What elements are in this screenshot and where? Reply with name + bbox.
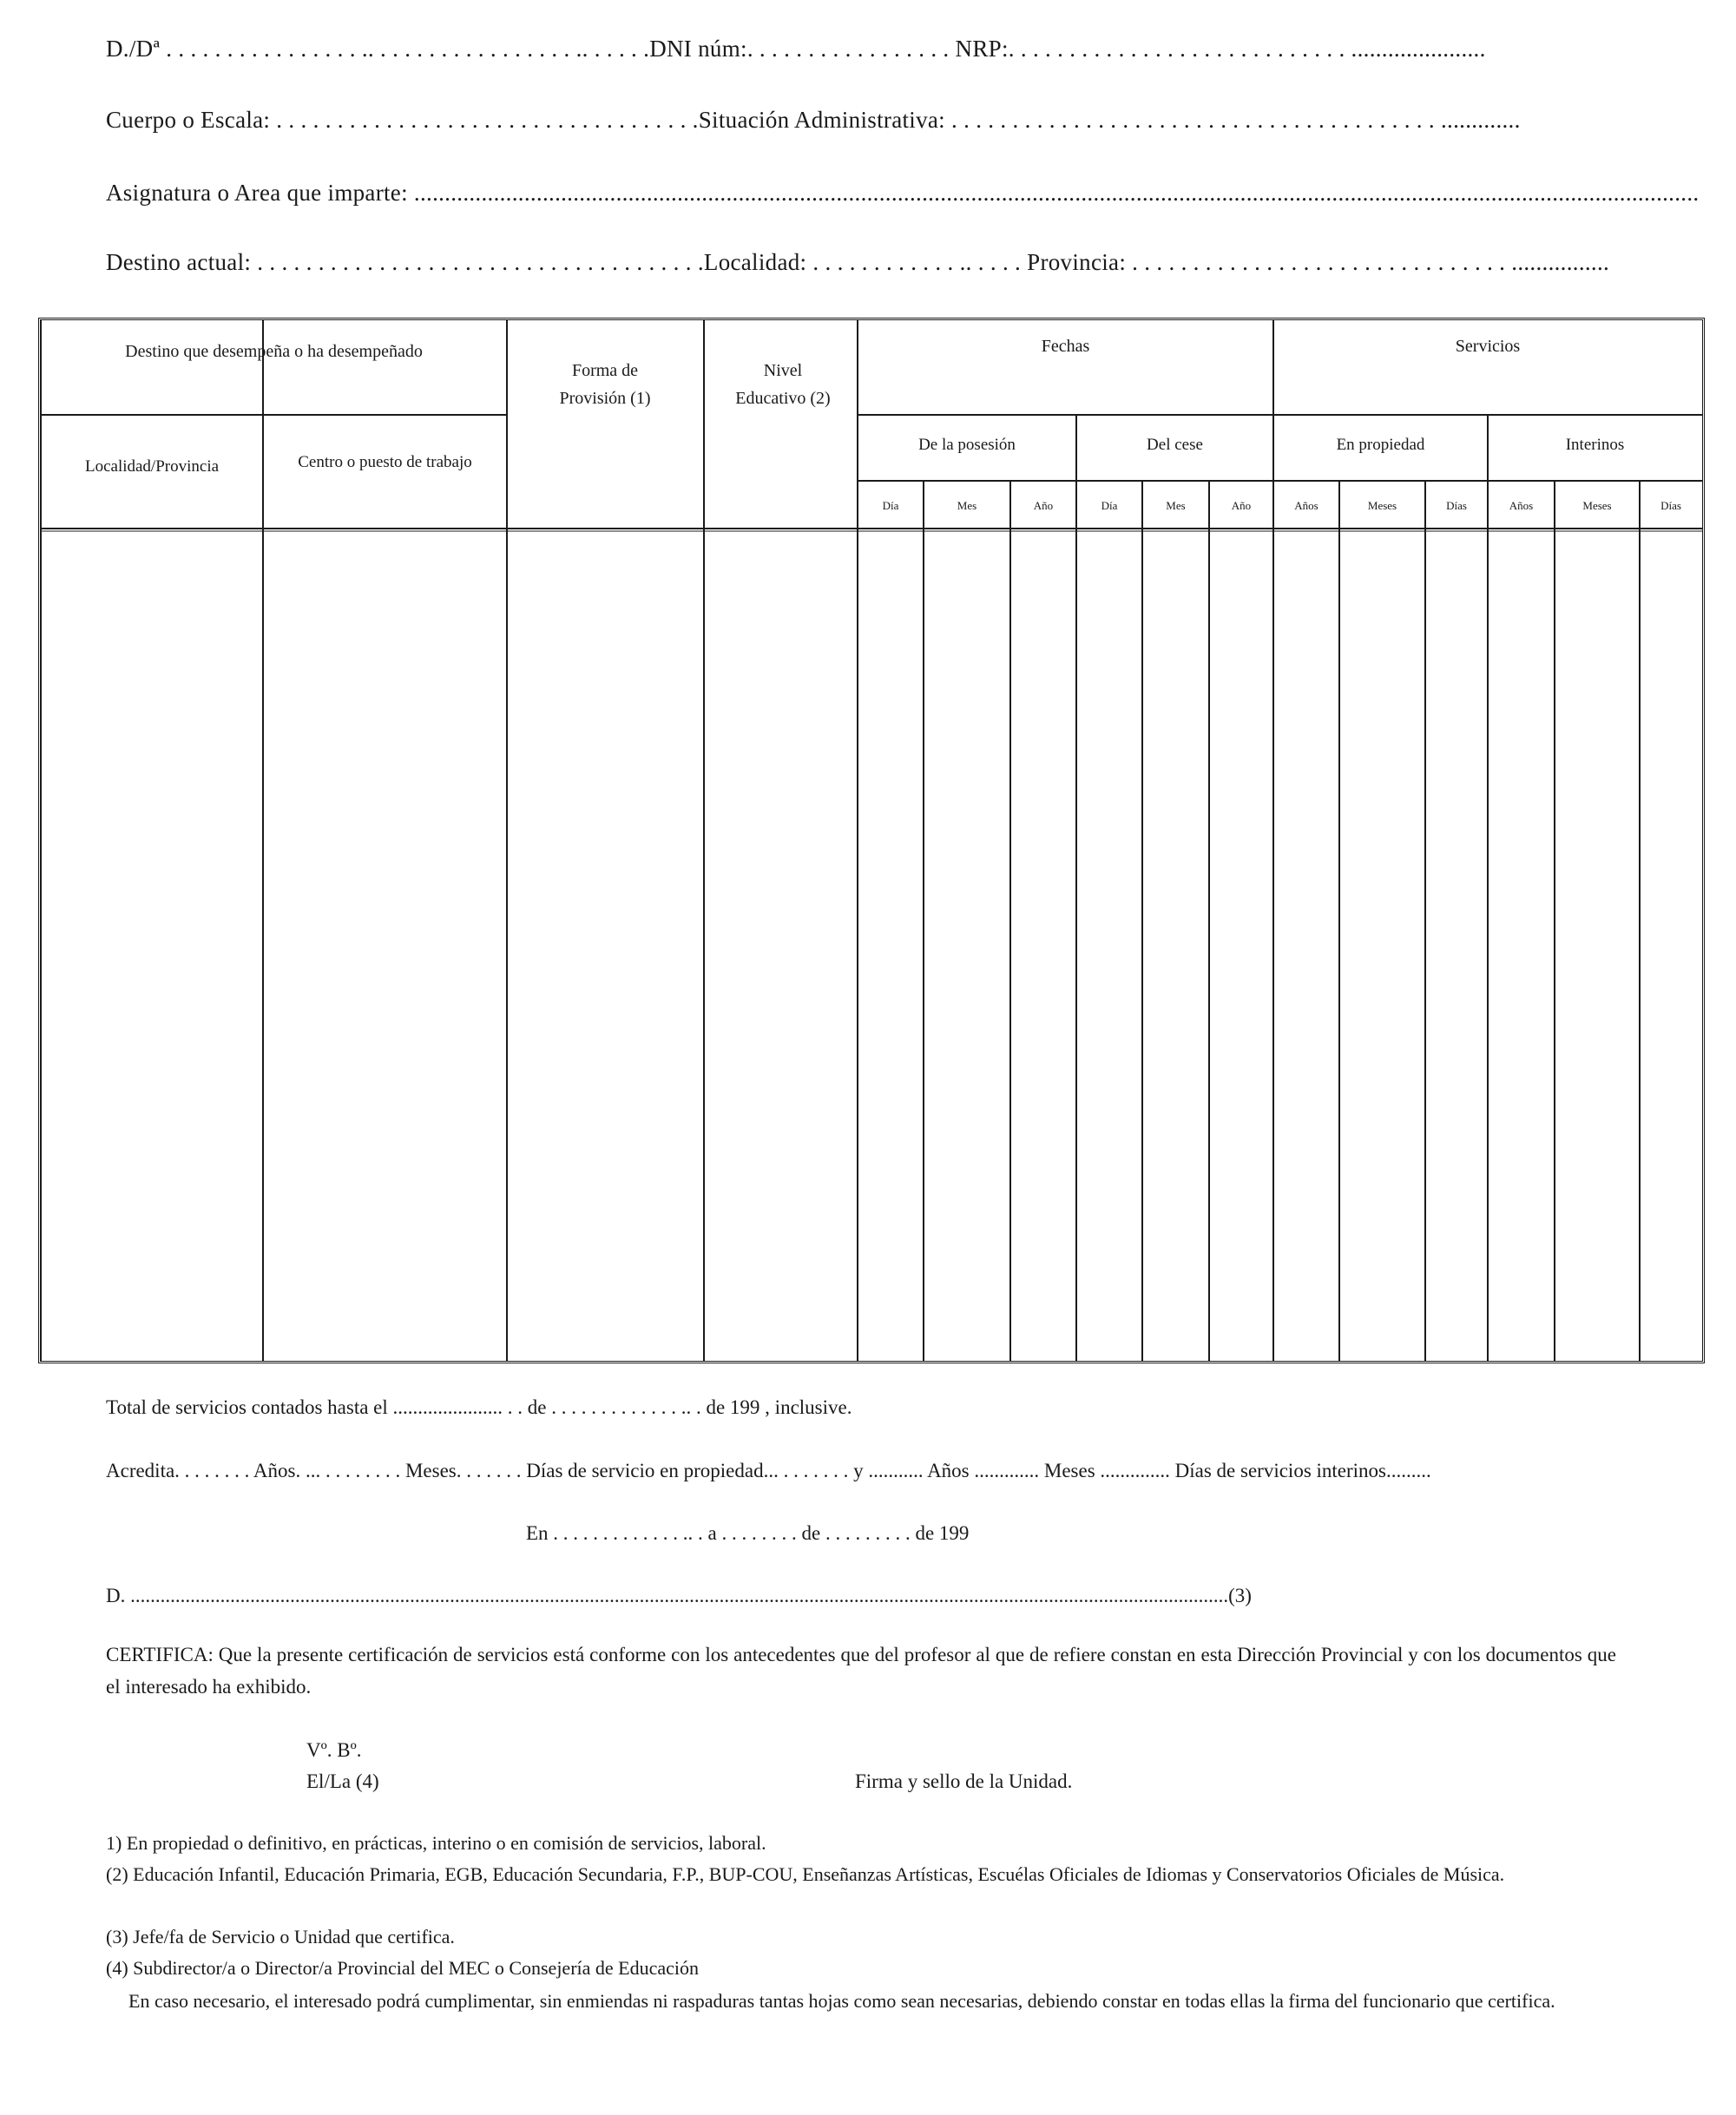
header-destino: Destino que desempeña o ha desempeñado (125, 342, 423, 361)
acredita-line: Acredita. . . . . . . . Años. ... . . . . . . . . Meses. . . . . . . Días de servicio en propiedad... . . . . . . . y ........... Años ............. Meses .............. Días de servicios interinos......... (106, 1460, 1431, 1481)
header-del-cese: Del cese (1147, 436, 1203, 454)
services-table (38, 318, 1705, 1363)
col-interinos-anios: Años (1509, 499, 1534, 512)
header-interinos: Interinos (1565, 436, 1625, 454)
header-localidad-provincia: Localidad/Provincia (84, 457, 220, 476)
col-propiedad-dias: Días (1446, 499, 1467, 512)
col-cese-mes: Mes (1166, 499, 1186, 512)
note-1: 1) En propiedad o definitivo, en prácticas, interino o en comisión de servicios, laboral. (106, 1832, 766, 1854)
d-firmante-line: D. ............................................................................................................................................................................................................................(3) (106, 1585, 1252, 1606)
el-la-signer: El/La (4) (306, 1770, 379, 1792)
note-4: (4) Subdirector/a o Director/a Provincial del MEC o Consejería de Educación (106, 1957, 700, 1979)
note-5: En caso necesario, el interesado podrá cumplimentar, sin enmiendas ni raspaduras tantas hojas como sean necesarias, debiendo constar en todas ellas la firma del funcionario que certifica. (128, 1990, 1555, 2012)
header-servicios: Servicios (1455, 337, 1521, 356)
header-centro-trabajo: Centro o puesto de trabajo (298, 453, 472, 471)
col-propiedad-meses: Meses (1367, 499, 1397, 512)
certifica-paragraph: CERTIFICA: Que la presente certificación de servicios está conforme con los antecedentes que del profesor al que de refiere constan en esta Dirección Provincial y con los documentos que el interesado ha exhibido. (106, 1644, 1616, 1698)
col-propiedad-anios: Años (1294, 499, 1318, 512)
header-forma-provision: Forma de Provisión (1) (559, 361, 651, 408)
note-3: (3) Jefe/fa de Servicio o Unidad que certifica. (106, 1926, 455, 1948)
header-destino-localidad-provincia-line: Destino actual: . . . . . . . . . . . . . . . . . . . . . . . . . . . . . . . . . . . . .Localidad: . . . . . . . . . . . . .. . . . . Provincia: . . . . . . . . . . . . . . . . . . . . . . . . . . . . . . . ................ (106, 249, 1610, 275)
total-servicios-line: Total de servicios contados hasta el ...................... . . de . . . . . . . . . . . . . .. . de 199 , inclusive. (106, 1396, 852, 1418)
col-interinos-dias: Días (1660, 499, 1681, 512)
en-fecha-line: En . . . . . . . . . . . . . .. . a . . . . . . . . de . . . . . . . . . de 199 (526, 1522, 970, 1544)
header-en-propiedad: En propiedad (1336, 436, 1425, 454)
firma-sello: Firma y sello de la Unidad. (855, 1770, 1073, 1792)
col-interinos-meses: Meses (1582, 499, 1612, 512)
header-nivel-educativo: Nivel Educativo (2) (735, 361, 831, 408)
header-de-la-posesion: De la posesión (918, 436, 1016, 454)
col-posesion-dia: Día (882, 499, 899, 512)
header-name-dni-nrp-line: D./Dª . . . . . . . . . . . . . . . . .. . . . . . . . . . . . . . . . . .. . . . . .DNI núm:. . . . . . . . . . . . . . . . . NRP:. . . . . . . . . . . . . . . . . . . . . . . . . . . . ...................... (106, 36, 1486, 62)
header-cuerpo-situacion-line: Cuerpo o Escala: . . . . . . . . . . . . . . . . . . . . . . . . . . . . . . . . . . .Situación Administrativa: . . . . . . . . . . . . . . . . . . . . . . . . . . . . . . . . . . . . . . . . ............. (106, 107, 1521, 133)
col-cese-anio: Año (1231, 499, 1252, 512)
header-fechas: Fechas (1041, 337, 1090, 356)
table-grid-lines (41, 320, 1702, 1361)
note-2: (2) Educación Infantil, Educación Primaria, EGB, Educación Secundaria, F.P., BUP-COU, Enseñanzas Artísticas, Escuélas Oficiales de Idiomas y Conservatorios Oficiales de Música. (106, 1863, 1505, 1885)
visto-bueno: Vº. Bº. (306, 1739, 362, 1761)
col-posesion-mes: Mes (957, 499, 977, 512)
col-cese-dia: Día (1101, 499, 1118, 512)
header-asignatura-line: Asignatura o Area que imparte: .................................................................................................................................................................................................................. (106, 180, 1700, 206)
col-posesion-anio: Año (1033, 499, 1054, 512)
